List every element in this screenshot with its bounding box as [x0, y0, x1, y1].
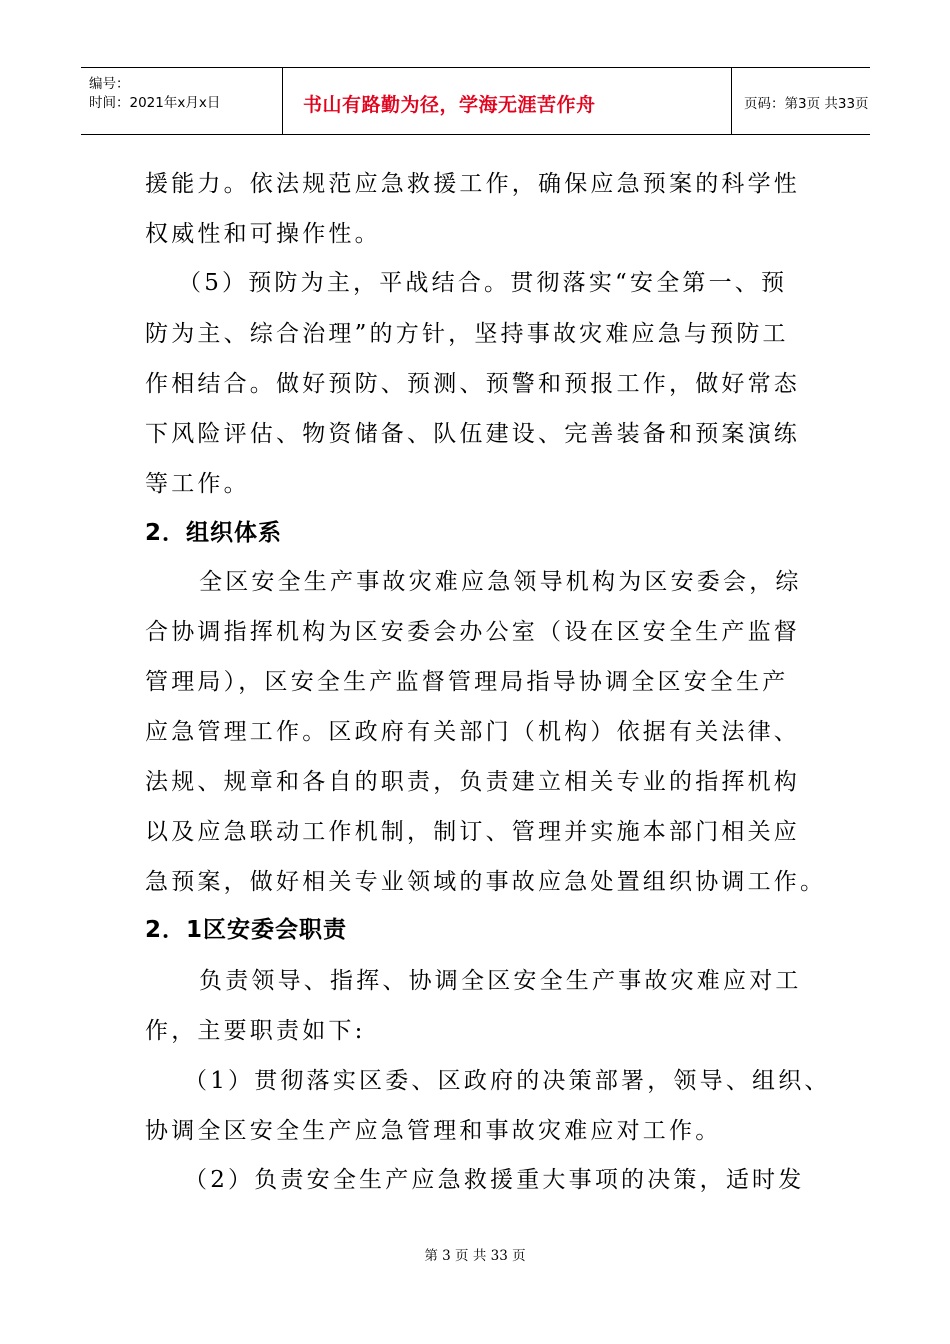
- section-heading-organization: 2．组织体系: [145, 520, 283, 546]
- paragraph-line: 下风险评估、物资储备、队伍建设、完善装备和预案演练: [145, 421, 800, 447]
- paragraph-line: 防为主、综合治理”的方针，坚持事故灾难应急与预防工: [145, 321, 789, 347]
- paragraph-line: 合协调指挥机构为区安委会办公室（设在区安全生产监督: [145, 619, 800, 645]
- section-heading-committee-duties: 2．1区安委会职责: [145, 917, 348, 943]
- document-date-label: 时间：2021年x月x日: [89, 95, 221, 111]
- paragraph-line: （2）负责安全生产应急救援重大事项的决策，适时发: [184, 1167, 805, 1193]
- header-meta-cell: [81, 68, 282, 134]
- paragraph-line: 援能力。依法规范应急救援工作，确保应急预案的科学性: [145, 171, 800, 197]
- paragraph-line: 等工作。: [145, 471, 250, 497]
- paragraph-line: （1）贯彻落实区委、区政府的决策部署，领导、组织、: [184, 1068, 831, 1094]
- paragraph-line: 法规、规章和各自的职责，负责建立相关专业的指挥机构: [145, 769, 800, 795]
- paragraph-line: （5）预防为主，平战结合。贯彻落实“安全第一、预: [178, 270, 788, 296]
- header-page-code: 页码：第3页 共33页: [744, 96, 869, 112]
- paragraph-line: 全区安全生产事故灾难应急领导机构为区安委会，综: [199, 569, 802, 595]
- header-motto: 书山有路勤为径，学海无涯苦作舟: [303, 94, 596, 116]
- paragraph-line: 作相结合。做好预防、预测、预警和预报工作，做好常态: [145, 371, 800, 397]
- paragraph-line: 负责领导、指挥、协调全区安全生产事故灾难应对工: [199, 968, 802, 994]
- document-header: [81, 67, 870, 135]
- page-footer: 第 3 页 共 33 页: [424, 1248, 526, 1264]
- paragraph-line: 以及应急联动工作机制，制订、管理并实施本部门相关应: [145, 819, 800, 845]
- header-page-cell: [732, 68, 870, 134]
- paragraph-line: 管理局），区安全生产监督管理局指导协调全区安全生产: [145, 669, 789, 695]
- header-motto-cell: [282, 68, 732, 134]
- paragraph-line: 应急管理工作。区政府有关部门（机构）依据有关法律、: [145, 719, 800, 745]
- document-number-label: 编号：: [89, 76, 130, 92]
- paragraph-line: 权威性和可操作性。: [145, 221, 381, 247]
- paragraph-line: 协调全区安全生产应急管理和事故灾难应对工作。: [145, 1118, 722, 1144]
- paragraph-line: 作，主要职责如下:: [145, 1018, 366, 1044]
- paragraph-line: 急预案，做好相关专业领域的事故应急处置组织协调工作。: [145, 869, 827, 895]
